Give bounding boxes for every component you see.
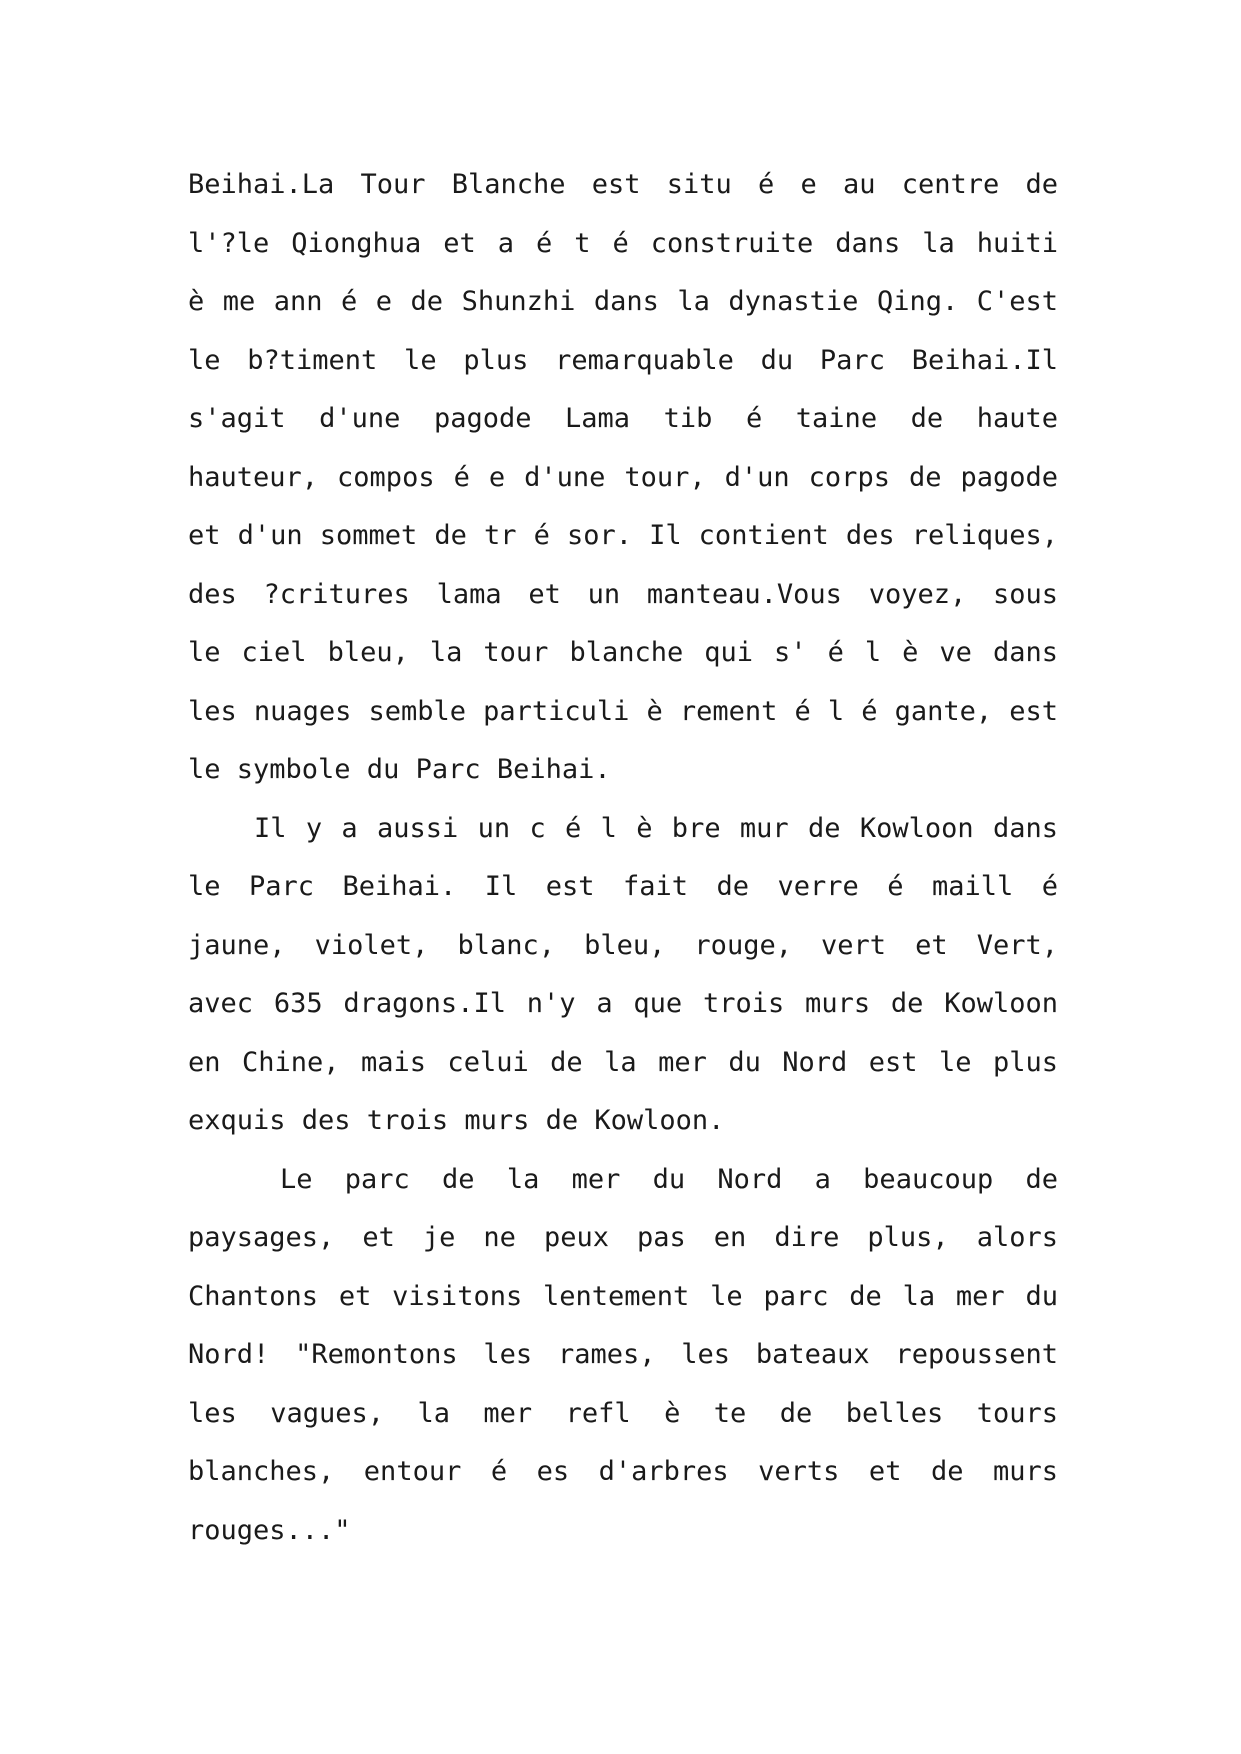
- text-line: et d'un sommet de tr é sor. Il contient des reliques,: [188, 520, 1058, 551]
- text-line: paysages, et je ne peux pas en dire plus, alors: [188, 1222, 1058, 1253]
- text-line: en Chine, mais celui de la mer du Nord est le plus: [188, 1046, 1058, 1078]
- text-line: Chantons et visitons lentement le parc de la mer du: [188, 1280, 1058, 1312]
- text-line: s'agit d'une pagode Lama tib é taine de haute: [188, 403, 1058, 434]
- text-line: Beihai.La Tour Blanche est situ é e au centre de: [188, 169, 1058, 200]
- document-body: [188, 163, 1058, 1567]
- text-line: jaune, violet, blanc, bleu, rouge, vert et Vert,: [188, 929, 1058, 961]
- text-line: le b?timent le plus remarquable du Parc Beihai.Il: [188, 344, 1058, 376]
- text-line: è me ann é e de Shunzhi dans la dynastie Qing. C'est: [188, 286, 1058, 317]
- text-line: hauteur, compos é e d'une tour, d'un corps de pagode: [188, 461, 1058, 493]
- text-line: des ?critures lama et un manteau.Vous voyez, sous: [188, 578, 1058, 610]
- text-line: les vagues, la mer refl è te de belles tours: [188, 1397, 1058, 1429]
- text-line: le symbole du Parc Beihai.: [188, 754, 611, 785]
- text-line: le ciel bleu, la tour blanche qui s' é l è ve dans: [188, 637, 1058, 668]
- text-line: Le parc de la mer du Nord a beaucoup de: [280, 1163, 1058, 1195]
- paragraph: [188, 807, 1058, 1158]
- text-line: Il y a aussi un c é l è bre mur de Kowloon dans: [254, 812, 1058, 844]
- paragraph: [188, 1158, 1058, 1568]
- paragraph: [188, 163, 1058, 807]
- text-line: exquis des trois murs de Kowloon.: [188, 1105, 725, 1136]
- text-line: avec 635 dragons.Il n'y a que trois murs de Kowloon: [188, 988, 1058, 1019]
- text-line: blanches, entour é es d'arbres verts et de murs: [188, 1456, 1058, 1487]
- text-line: rouges...": [188, 1514, 351, 1546]
- text-line: les nuages semble particuli è rement é l é gante, est: [188, 695, 1058, 727]
- text-line: Nord! "Remontons les rames, les bateaux repoussent: [188, 1339, 1058, 1370]
- text-line: l'?le Qionghua et a é t é construite dans la huiti: [188, 227, 1058, 259]
- text-line: le Parc Beihai. Il est fait de verre é maill é: [188, 871, 1058, 902]
